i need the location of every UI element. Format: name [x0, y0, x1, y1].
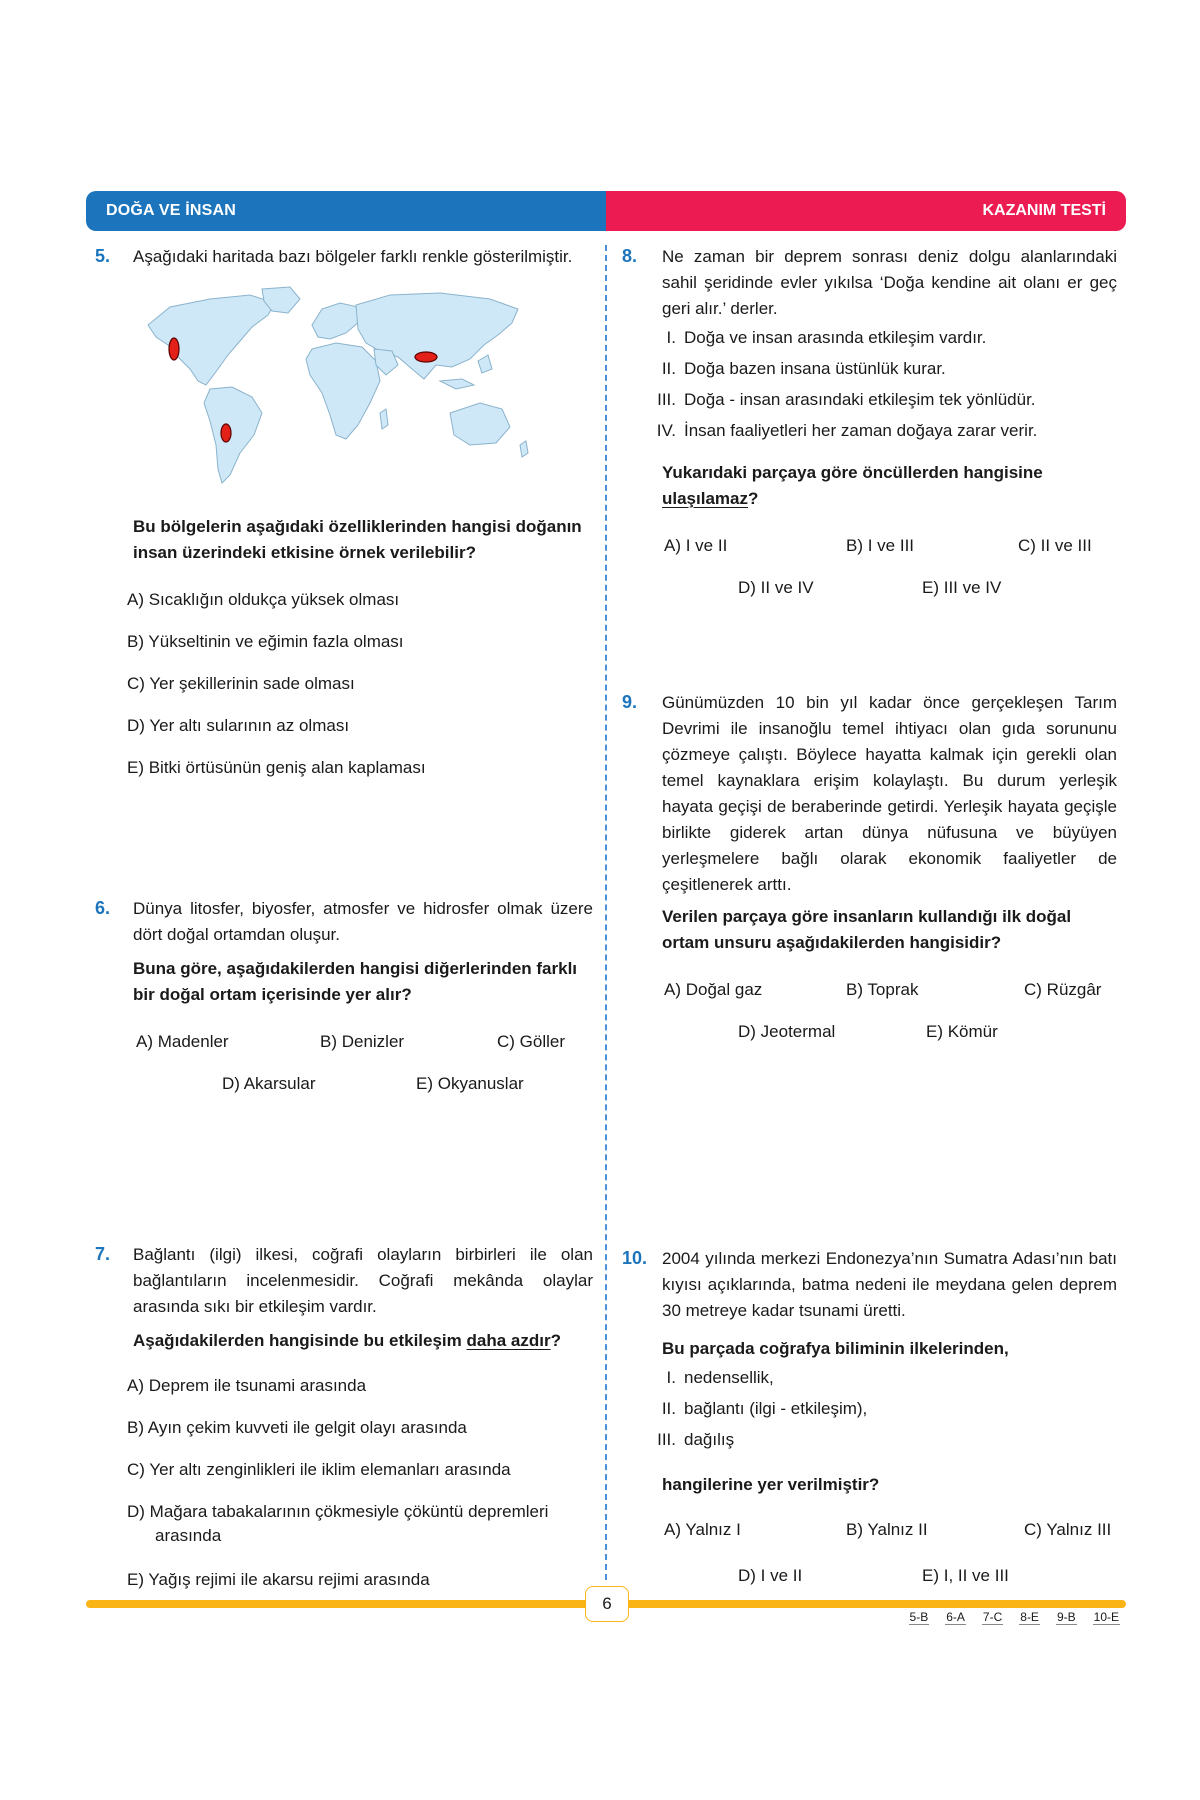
q10-option-a[interactable]: A) Yalnız I: [664, 1520, 741, 1539]
map-region-himalaya: [415, 352, 437, 362]
q9-number: 9.: [622, 692, 638, 712]
q7-text: Bağlantı (ilgi) ilkesi, coğrafi olayların birbirleri ile olan bağlantıların incelenmesidir. Coğrafi mekânda olaylar arasında sıkı bir etkileşim vardır.: [133, 1245, 593, 1316]
answer-key-item: 10-E: [1093, 1610, 1119, 1624]
q10-item-3-numeral: III.: [657, 1430, 676, 1449]
q5-option-b[interactable]: B) Yükseltinin ve eğimin fazla olması: [127, 632, 404, 651]
q5-option-a[interactable]: A) Sıcaklığın oldukça yüksek olması: [127, 590, 400, 609]
q8-option-c[interactable]: C) II ve III: [1018, 536, 1092, 555]
answer-key-item: 8-E: [1020, 1610, 1039, 1624]
q6-option-c[interactable]: C) Göller: [497, 1032, 566, 1051]
q8-item-3: [640, 388, 1036, 412]
q6-number: 6.: [95, 898, 111, 918]
q8-item-1-text: Doğa ve insan arasında etkileşim vardır.: [684, 328, 987, 347]
q7-question-pre: Aşağıdakilerden hangisinde bu etkileşim: [133, 1331, 467, 1350]
q10-item-1-text: nedensellik,: [684, 1368, 774, 1387]
q5-number: 5.: [95, 246, 111, 266]
q6-option-e[interactable]: E) Okyanuslar: [416, 1074, 524, 1093]
q9-question: Verilen parçaya göre insanların kullandığı ilk doğal ortam unsuru aşağıdakilerden hangisidir?: [662, 907, 1072, 952]
q7-question-emphasis: daha azdır: [466, 1331, 551, 1350]
q10-option-c[interactable]: C) Yalnız III: [1024, 1520, 1112, 1539]
map-region-andes: [221, 424, 231, 442]
q7-option-e[interactable]: E) Yağış rejimi ile akarsu rejimi arasında: [127, 1570, 430, 1589]
q10-question: Bu parçada coğrafya biliminin ilkelerinden,: [662, 1339, 1009, 1358]
q7-option-d[interactable]: D) Mağara tabakalarının çökmesiyle çöküntü depremleri arasında: [127, 1502, 549, 1545]
q10-option-b[interactable]: B) Yalnız II: [846, 1520, 928, 1539]
q6-option-a[interactable]: A) Madenler: [136, 1032, 229, 1051]
q8-item-1-numeral: I.: [666, 328, 676, 347]
header-test-title: KAZANIM TESTİ: [606, 191, 1126, 231]
q7-option-a[interactable]: A) Deprem ile tsunami arasında: [127, 1376, 367, 1395]
q7-question: [133, 1328, 603, 1354]
q8-item-4-numeral: IV.: [656, 421, 676, 440]
q8-item-2-text: Doğa bazen insana üstünlük kurar.: [684, 359, 946, 378]
q8-option-d[interactable]: D) II ve IV: [738, 578, 814, 597]
q8-number: 8.: [622, 246, 638, 266]
q10-item-2: [640, 1397, 867, 1421]
q6-option-b[interactable]: B) Denizler: [320, 1032, 405, 1051]
q8-option-e[interactable]: E) III ve IV: [922, 578, 1002, 597]
q7-question-post: ?: [550, 1331, 561, 1350]
answer-key-item: 6-A: [946, 1610, 965, 1624]
q7-number: 7.: [95, 1244, 111, 1264]
q8-question: [662, 460, 1122, 512]
q8-item-4: [640, 419, 1037, 443]
q9-option-a[interactable]: A) Doğal gaz: [664, 980, 763, 999]
q8-option-b[interactable]: B) I ve III: [846, 536, 915, 555]
q5-option-c[interactable]: C) Yer şekillerinin sade olması: [127, 674, 355, 693]
map-region-north-america: [169, 338, 179, 360]
q6-text: Dünya litosfer, biyosfer, atmosfer ve hidrosfer olmak üzere dört doğal ortamdan oluşur.: [133, 899, 593, 944]
q10-item-1-numeral: I.: [666, 1368, 676, 1387]
q10-item-2-text: bağlantı (ilgi - etkileşim),: [684, 1399, 868, 1418]
q8-item-4-text: İnsan faaliyetleri her zaman doğaya zarar verir.: [684, 421, 1038, 440]
q9-option-b[interactable]: B) Toprak: [846, 980, 919, 999]
page-number: 6: [585, 1586, 629, 1622]
q10-option-d[interactable]: D) I ve II: [738, 1566, 803, 1585]
answer-key-item: 7-C: [982, 1610, 1003, 1624]
q8-question-post: ?: [748, 489, 759, 508]
answer-key-item: 9-B: [1056, 1610, 1076, 1624]
q8-item-1: [640, 326, 986, 350]
q10-number: 10.: [622, 1248, 648, 1268]
answer-key: [909, 1610, 1120, 1625]
q8-question-pre: Yukarıdaki parçaya göre öncüllerden hangisine: [662, 463, 1043, 482]
q10-question-end: hangilerine yer verilmiştir?: [662, 1475, 880, 1494]
q10-item-1: [640, 1366, 774, 1390]
q6-option-d[interactable]: D) Akarsular: [222, 1074, 316, 1093]
world-map: [140, 285, 540, 485]
header-section-title: DOĞA VE İNSAN: [86, 191, 606, 231]
q10-item-3: [640, 1428, 734, 1452]
q10-text: 2004 yılında merkezi Endonezya’nın Sumatra Adası’nın batı kıyısı açıklarında, batma nedeni ile meydana gelen deprem 30 metreye kadar tsunami üretti.: [662, 1249, 1117, 1320]
q7-option-b[interactable]: B) Ayın çekim kuvveti ile gelgit olayı arasında: [127, 1418, 467, 1437]
q5-question: Bu bölgelerin aşağıdaki özelliklerinden hangisi doğanın insan üzerindeki etkisine örnek verilebilir?: [133, 517, 582, 562]
q8-item-3-text: Doğa - insan arasındaki etkileşim tek yönlüdür.: [684, 390, 1036, 409]
q5-option-d[interactable]: D) Yer altı sularının az olması: [127, 716, 350, 735]
q10-item-3-text: dağılış: [684, 1430, 735, 1449]
q5-text: Aşağıdaki haritada bazı bölgeler farklı renkle gösterilmiştir.: [133, 247, 573, 266]
q8-item-2-numeral: II.: [661, 359, 676, 378]
q8-item-2: [640, 357, 946, 381]
q9-option-d[interactable]: D) Jeotermal: [738, 1022, 836, 1041]
q7-option-c[interactable]: C) Yer altı zenginlikleri ile iklim elemanları arasında: [127, 1460, 511, 1479]
q8-item-3-numeral: III.: [657, 390, 676, 409]
q8-text: Ne zaman bir deprem sonrası deniz dolgu alanlarındaki sahil şeridinde evler yıkılsa ‘Doğa kendine ait olanı er geç geri alır.’ derler.: [662, 247, 1117, 318]
answer-key-item: 5-B: [909, 1610, 929, 1624]
q10-option-e[interactable]: E) I, II ve III: [922, 1566, 1009, 1585]
q10-item-2-numeral: II.: [661, 1399, 676, 1418]
column-divider: [605, 245, 607, 1580]
q8-option-a[interactable]: A) I ve II: [664, 536, 728, 555]
q9-option-e[interactable]: E) Kömür: [926, 1022, 998, 1041]
q9-option-c[interactable]: C) Rüzgâr: [1024, 980, 1102, 999]
q5-option-e[interactable]: E) Bitki örtüsünün geniş alan kaplaması: [127, 758, 426, 777]
q8-question-emphasis: ulaşılamaz: [662, 489, 748, 508]
q9-text: Günümüzden 10 bin yıl kadar önce gerçekleşen Tarım Devrimi ile insanoğlu temel ihtiyacı olan gıda sorununu çözmeye çalıştı. Böylece hayatta kalmak için gerekli olan temel kaynaklara erişim kolaylaştı. Bu durum yerleşik hayata geçişi de beraberinde getirdi. Yerleşik hayata geçişle birlikte giderek artan dünya nüfusuna ve büyüyen yerleşmelere bağlı olarak ekonomik faaliyetler de çeşitlenerek arttı.: [662, 693, 1117, 894]
q6-question: Buna göre, aşağıdakilerden hangisi diğerlerinden farklı bir doğal ortam içerisinde yer alır?: [133, 959, 578, 1004]
